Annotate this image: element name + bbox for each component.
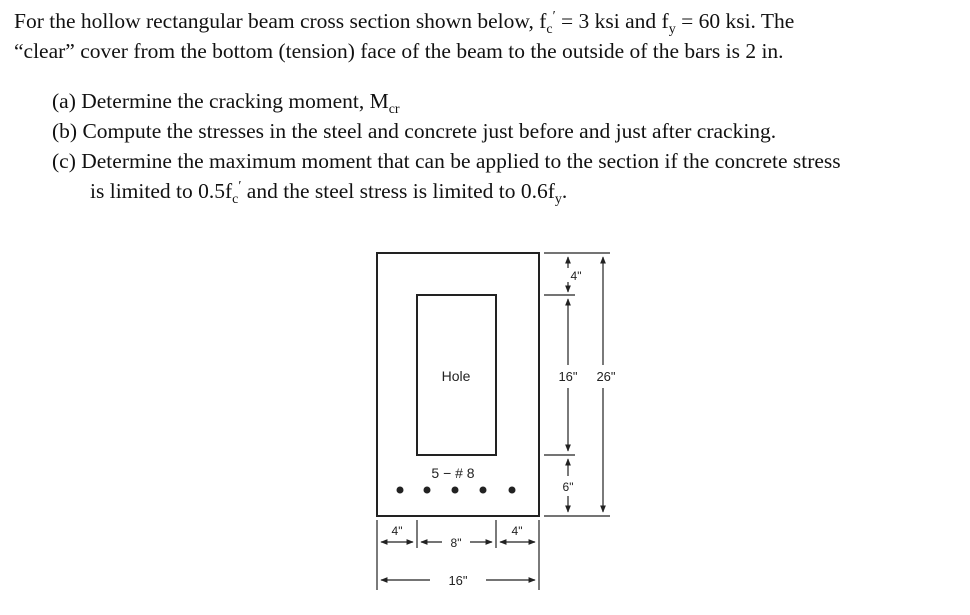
beam-cross-section-figure [340,238,640,608]
rebar [397,487,404,494]
rebar [452,487,459,494]
rebar [509,487,516,494]
rebar [424,487,431,494]
rebar [480,487,487,494]
question-c-line-1: (c) Determine the maximum moment that can be applied to the section if the concrete stress [52,149,841,173]
dim-right-cover: 4" [511,524,523,538]
question-c-line-2: is limited to $0.5f_c'$ and the steel stress is limited to $0.6f_y$. [90,179,568,207]
dim-total-height: 26" [596,369,616,384]
question-a: (a) Determine the cracking moment, $M_{cr}$ [52,89,400,117]
bars-label: 5 − # 8 [431,465,475,481]
dim-top-cover: 4" [570,269,582,283]
dim-bottom: 6" [562,480,574,494]
dim-total-width: 16" [448,573,468,588]
intro-line-2: “clear” cover from the bottom (tension) face of the beam to the outside of the bars is 2 in. [14,39,784,63]
question-b: (b) Compute the stresses in the steel and concrete just before and just after cracking. [52,119,777,143]
question-list [52,86,957,206]
dimension-lines-vertical [544,253,610,516]
hole-label: Hole [441,368,471,384]
question-c [52,146,957,206]
problem-intro [14,6,954,66]
dim-hole-width: 8" [450,536,462,550]
dim-hole-height: 16" [558,369,578,384]
intro-line-1: For the hollow rectangular beam cross section shown below, $f_c' = 3$ ksi and $f_y = 60$ ksi. The [14,9,795,37]
dim-left-cover: 4" [391,524,403,538]
